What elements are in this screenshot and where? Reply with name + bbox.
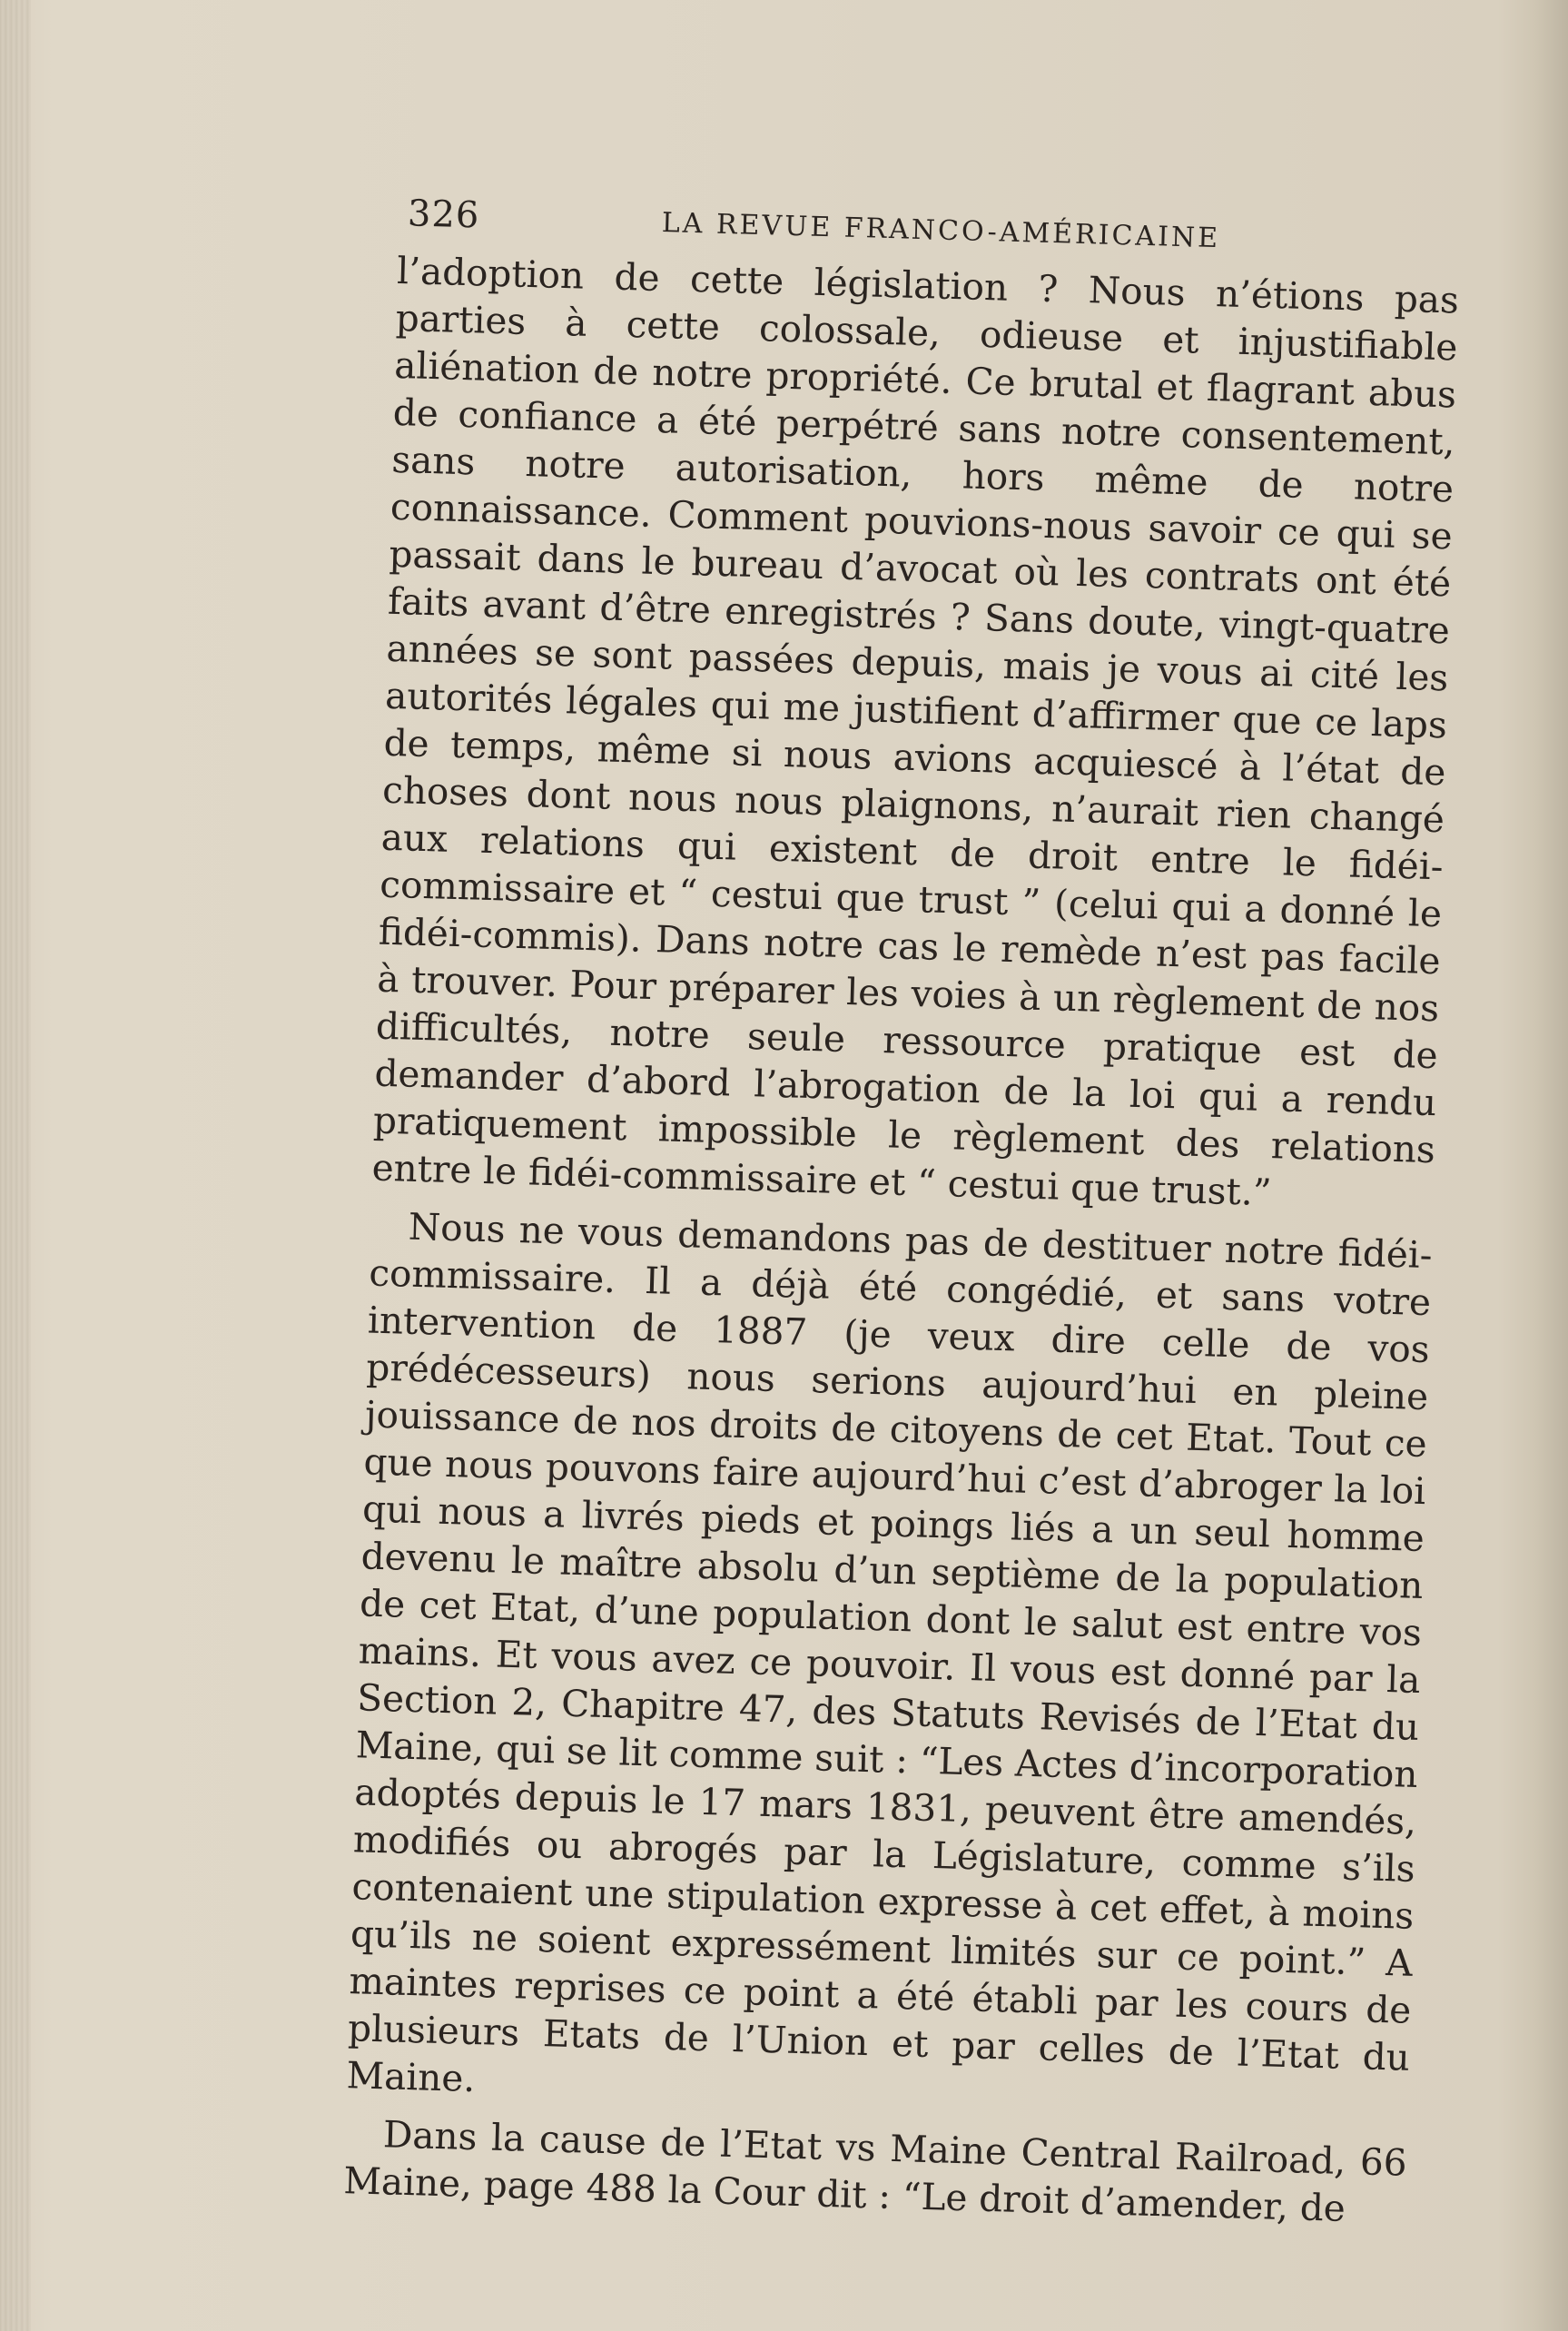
paragraph-1: l’adoption de cette législation ? Nous n’étions pas parties à cette colossale, odieuse et injustifiable aliénation de notre propriété. Ce brutal et flagrant abus de confiance a été perpétré sans notre consentement, sans notre autorisation, hors même de notre connaissance. Comment pouvions-nous savoir ce qui se passait dans le bureau d’avocat où les contrats ont été faits avant d’être enregistrés ? Sans doute, vingt-quatre années se sont passées depuis, mais je vous ai cité les autorités légales qui me justifient d’affirmer que ce laps de temps, même si nous avions acquiescé à l’état de choses dont nous nous plaignons, n’aurait rien changé aux relations qui existent de droit entre le fidéi-commissaire et “ cestui que trust ” (celui qui a donné le fidéi-commis). Dans notre cas le remède n’est pas facile à trouver. Pour préparer les voies à un règlement de nos difficultés, notre seule ressource pratique est de demander d’abord l’abrogation de la loi qui a rendu pratiquement impossible le règlement des relations entre le fidéi-commissaire et “ cestui que trust.”: [371, 248, 1460, 1215]
text-block: [280, 182, 1462, 2245]
page-gutter: [0, 0, 31, 2331]
body-text: [280, 245, 1460, 2234]
paragraph-3: Dans la cause de l’Etat vs Maine Central Railroad, 66 Maine, page 488 la Cour dit : “Le droit d’amender, de: [342, 2112, 1408, 2230]
paragraph-2: Nous ne vous demandons pas de destituer notre fidéi-commissaire. Il a déjà été congédié, et sans votre intervention de 1887 (je veux dire celle de vos prédécesseurs) nous serions aujourd’hui en pleine jouissance de nos droits de citoyens de cet Etat. Tout ce que nous pouvons faire aujourd’hui c’est d’abroger la loi qui nous a livrés pieds et poings liés a un seul homme devenu le maître absolu d’un septième de la population de cet Etat, d’une population dont le salut est entre vos mains. Et vous avez ce pouvoir. Il vous est donné par la Section 2, Chapitre 47, des Statuts Revisés de l’Etat du Maine, qui se lit comme suit : “Les Actes d’incorporation adoptés depuis le 17 mars 1831, peuvent être amendés, modifiés ou abrogés par la Législature, comme s’ils contenaient une stipulation expresse à cet effet, à moins qu’ils ne soient expressément limités sur ce point.” A maintes reprises ce point a été établi par les cours de plusieurs Etats de l’Union et par celles de l’Etat du Maine.: [346, 1204, 1434, 2101]
journal-title: LA REVUE FRANCO-AMÉRICAINE: [661, 207, 1221, 255]
page-number: 326: [407, 193, 481, 237]
